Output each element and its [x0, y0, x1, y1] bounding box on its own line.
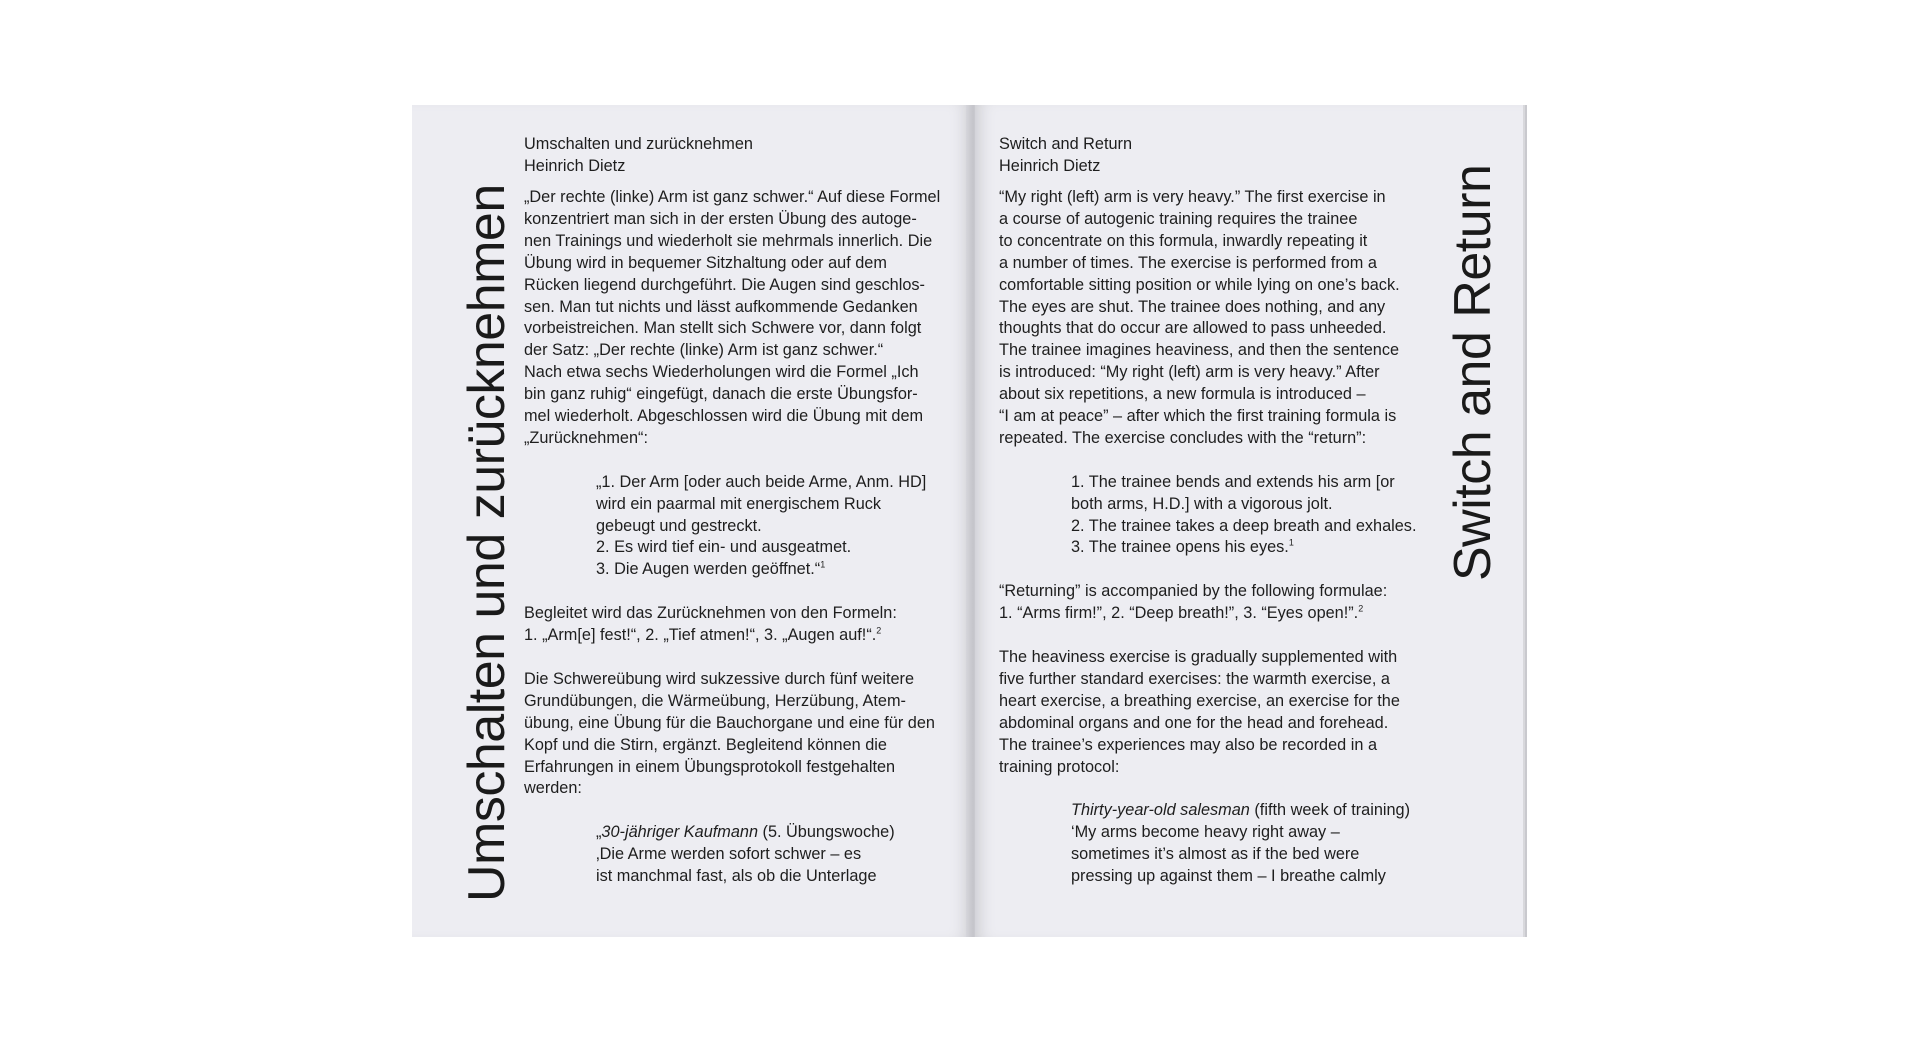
- right-paragraph-3: The heaviness exercise is gradually supplemented with five further standard exercises: the warmth exercise, a heart exercise, a breathing exercise, an exercise for the abdominal organs and one for the head and forehead. The trainee’s experiences may also be recorded in a training protocol:: [999, 647, 1400, 776]
- footnote-ref-2: 2: [876, 625, 882, 636]
- right-page: [975, 105, 1523, 937]
- left-heading-title: Umschalten und zurücknehmen: [524, 135, 753, 153]
- right-blockquote-2: Thirty-year-old salesman (fifth week of training) ‘My arms become heavy right away – sometimes it’s almost as if the bed were pressing up against them – I breathe calmly: [1071, 801, 1411, 886]
- footnote-ref-1: 1: [820, 559, 826, 570]
- right-heading-title: Switch and Return: [999, 135, 1133, 153]
- right-blockquote-1: 1. The trainee bends and extends his arm [or both arms, H.D.] with a vigorous jolt. 2. The trainee takes a deep breath and exhales. 3. The trainee opens his eyes.$^1$: [1071, 472, 1417, 557]
- left-text-column: [524, 133, 964, 910]
- left-vertical-title: Umschalten und zurücknehmen: [458, 184, 516, 902]
- right-paragraph-2: “Returning” is accompanied by the following formulae: 1. “Arms firm!”, 2. “Deep breath!”, 3. “Eyes open!”.$^2$: [999, 582, 1388, 623]
- left-blockquote-1: „1. Der Arm [oder auch beide Arme, Anm. HD] wird ein paarmal mit energischem Ruck gebeugt und gestreckt. 2. Es wird tief ein- und ausgeatmet. 3. Die Augen werden geöffnet.“$^1$: [596, 472, 927, 579]
- left-paragraph-1: „Der rechte (linke) Arm ist ganz schwer.“ Auf diese Formel konzentriert man sich in der ersten Übung des autoge- nen Trainings und wiederholt sie mehrmals innerlich. Die Übung wird in bequemer Sitzhaltung oder auf dem Rücken liegend durchgeführt. Die Augen sind geschlos- sen. Man tut nichts und lässt aufkommende Gedanken vorbeistreichen. Man stellt sich Schwere vor, dann folgt der Satz: „Der rechte (linke) Arm ist ganz schwer.“ Nach etwa sechs Wiederholungen wird die Formel „Ich bin ganz ruhig“ eingefügt, danach die erste Übungsfor- mel wiederholt. Abgeschlossen wird die Übung mit dem „Zurücknehmen“:: [524, 188, 941, 447]
- left-paragraph-3: Die Schwereübung wird sukzessive durch fünf weitere Grundübungen, die Wärmeübung, Herzübung, Atem- übung, eine Übung für die Bauchorgane und eine für den Kopf und die Stirn, ergänzt. Begleitend können die Erfahrungen in einem Übungsprotokoll festgehalten werden:: [524, 669, 935, 798]
- left-paragraph-2: Begleitet wird das Zurücknehmen von den Formeln: 1. „Arm[e] fest!“, 2. „Tief atmen!“, 3. „Augen auf!“.$^2$: [524, 604, 897, 645]
- right-paragraph-1: “My right (left) arm is very heavy.” The first exercise in a course of autogenic training requires the trainee to concentrate on this formula, inwardly repeating it a number of times. The exercise is performed from a comfortable sitting position or while lying on one’s back. The eyes are shut. The trainee does nothing, and any thoughts that do occur are allowed to pass unheeded. The trainee imagines heaviness, and then the sentence is introduced: “My right (left) arm is very heavy.” After about six repetitions, a new formula is introduced – “I am at peace” – after which the first training formula is repeated. The exercise concludes with the “return”:: [999, 188, 1400, 447]
- left-blockquote-2: „30-jähriger Kaufmann (5. Übungswoche) ‚Die Arme werden sofort schwer – es ist manchmal fast, als ob die Unterlage: [596, 823, 895, 886]
- left-heading-author: Heinrich Dietz: [524, 157, 626, 175]
- footnote-ref-2: 2: [1358, 603, 1364, 614]
- right-text-column: [999, 133, 1427, 910]
- footnote-ref-1: 1: [1288, 538, 1294, 549]
- right-heading-author: Heinrich Dietz: [999, 157, 1101, 175]
- left-page: [412, 105, 970, 937]
- right-vertical-title: Switch and Return: [1444, 164, 1502, 581]
- left-heading: [524, 133, 964, 177]
- right-heading: [999, 133, 1427, 177]
